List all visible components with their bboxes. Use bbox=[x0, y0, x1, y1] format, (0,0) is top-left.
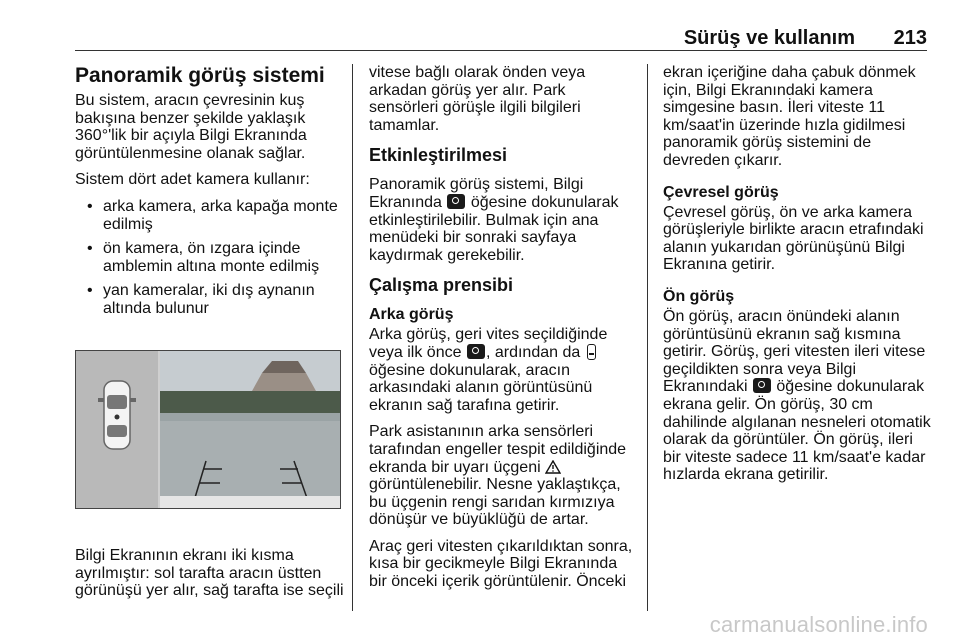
paragraph: ekran içeriğine daha çabuk dönmek için, Bilgi Ekranındaki kamera simgesine basın. İleri viteste 11 km/saat'in üzerinde hızla gidilmesi panoramik görüş sistemini de devreden çıkarır. bbox=[663, 64, 916, 169]
heading-rear-view: Arka görüş bbox=[369, 306, 454, 324]
page-title: Panoramik görüş sistemi bbox=[75, 64, 325, 87]
watermark: carmanualsonline.info bbox=[709, 612, 928, 637]
camera-icon bbox=[753, 378, 771, 393]
camera-icon bbox=[467, 344, 485, 359]
cameras-intro: Sistem dört adet kamera kullanır: bbox=[75, 171, 310, 189]
section-title: Sürüş ve kullanım bbox=[683, 27, 855, 49]
warning-paragraph: Park asistanının arka sensörleri tarafından engeller tespit edildiğinde ekranda bir uyarı üçgeni görüntülenebilir. Nesne yaklaştıkça, bu üçgenin rengi sarıdan kırmızıya dönüşür ve büyüklüğü de artar. bbox=[369, 423, 627, 529]
camera-icon bbox=[447, 194, 465, 209]
intro-paragraph: Bu sistem, aracın çevresinin kuş bakışına benzer şekilde yaklaşık 360°'lik bir açıyla Bilgi Ekranında görüntülenmesine olanak sağlar. bbox=[75, 92, 307, 162]
camera-display-illustration bbox=[76, 351, 340, 508]
column-2 bbox=[369, 64, 635, 600]
column-divider-2 bbox=[647, 64, 648, 611]
page-header bbox=[75, 26, 927, 50]
heading-surround-view: Çevresel görüş bbox=[663, 183, 779, 201]
activation-paragraph: Panoramik görüş sistemi, Bilgi Ekranında öğesine dokunularak etkinleştirilebilir. Bulmak için ana menüdeki bir sonraki sayfaya kaydırmak gerekebilir. bbox=[369, 176, 619, 264]
surround-view-paragraph: Çevresel görüş, ön ve arka kamera görüşleriyle birlikte aracın etrafındaki alanın yukarıdan görünüşünü Bilgi Ekranına getirir. bbox=[663, 203, 924, 274]
list-item: • ön kamera, ön ızgara içinde amblemin altına monte edilmiş bbox=[75, 240, 351, 275]
paragraph: Araç geri vitesten çıkarıldıktan sonra, kısa bir gecikmeyle Bilgi Ekranında bir önceki içerik görüntülenir. Önceki bbox=[369, 537, 633, 591]
car-top-view-icon bbox=[98, 381, 136, 449]
paragraph: vitese bağlı olarak önden veya arkadan görüş yer alır. Park sensörleri görüşle ilgili bilgileri tamamlar. bbox=[369, 64, 586, 134]
camera-list bbox=[75, 198, 351, 318]
heading-activation: Etkinleştirilmesi bbox=[369, 145, 508, 166]
page-number: 213 bbox=[893, 27, 927, 49]
figure-caption: Bilgi Ekranının ekranı iki kısma ayrılmıştır: sol tarafta aracın üstten görünüşü yer alır, sağ tarafta ise seçili bbox=[75, 547, 344, 600]
header-rule bbox=[75, 50, 927, 51]
heading-principle: Çalışma prensibi bbox=[369, 275, 514, 296]
front-view-paragraph: Ön görüş, aracın önündeki alanın görüntüsünü ekranın sağ kısmına getirir. Görüş, geri vitesten ileri vitese geçildikten sonra veya Bilgi Ekranındaki öğesine dokunularak ekrana gelir. Ön görüş, 30 cm dahilinde algılanan nesneleri otomatik olarak da görüntüler. Ön görüş, ileri bir viteste sadece 11 km/saat'e kadar hızlarda ekrana getirilir. bbox=[663, 307, 931, 484]
rear-view-paragraph: Arka görüş, geri vites seçildiğinde veya ilk önce , ardından da öğesine dokunularak, aracın arkasındaki alanın görüntüsünü ekranın sağ tarafına getirir. bbox=[369, 326, 608, 414]
column-divider-1 bbox=[352, 64, 353, 611]
parking-sensor-icon bbox=[587, 344, 596, 360]
column-1 bbox=[75, 64, 351, 325]
warning-triangle-icon bbox=[545, 460, 561, 474]
heading-front-view: Ön görüş bbox=[663, 287, 735, 305]
panoramic-view-figure bbox=[75, 350, 341, 509]
column-3 bbox=[663, 64, 935, 493]
list-item: • arka kamera, arka kapağa monte edilmiş bbox=[75, 198, 351, 233]
list-item: • yan kameralar, iki dış aynanın altında bulunur bbox=[75, 282, 351, 317]
